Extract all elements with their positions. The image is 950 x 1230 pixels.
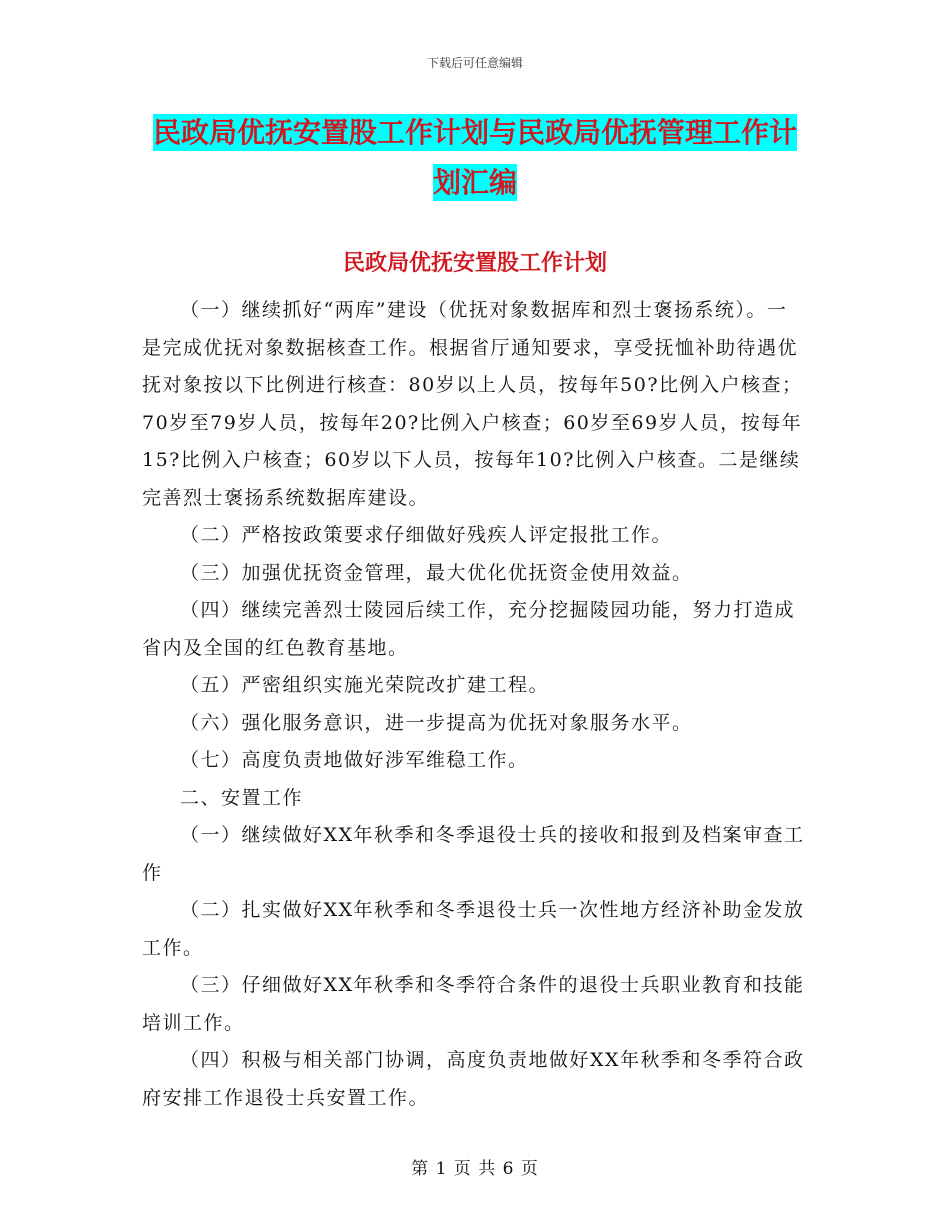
paragraph: （二）扎实做好XX年秋季和冬季退役士兵一次性地方经济补助金发放工作。 [142,899,805,959]
paragraph: （一）继续抓好“两库”建设（优抚对象数据库和烈士褒扬系统）。一是完成优抚对象数据核查工作。根据省厅通知要求，享受抚恤补助待遇优抚对象按以下比例进行核查：80岁以上人员，按每年50?比例入户核查；70岁至79岁人员，按每年20?比例入户核查；60岁至69岁人员，按每年15?比例入户核查；60岁以下人员，按每年10?比例入户核查。二是继续完善烈士褒扬系统数据库建设。 [142,299,803,509]
paragraph: （二）严格按政策要求仔细做好残疾人评定报批工作。 [180,524,673,546]
paragraph: （一）继续做好XX年秋季和冬季退役士兵的接收和报到及档案审查工作 [142,824,805,884]
paragraph-heading: 二、安置工作 [180,786,304,809]
page-footer: 第 1 页 共 6 页 [411,1159,539,1179]
paragraph: （三）仔细做好XX年秋季和冬季符合条件的退役士兵职业教育和技能培训工作。 [142,974,805,1034]
paragraph: （四）继续完善烈士陵园后续工作，充分挖掘陵园功能，努力打造成省内及全国的红色教育基地。 [142,599,796,659]
title-line-2: 划汇编 [432,166,517,199]
header-note: 下载后可任意编辑 [426,56,523,70]
paragraph: （五）严密组织实施光荣院改扩建工程。 [180,674,550,696]
paragraph: （三）加强优抚资金管理，最大优化优抚资金使用效益。 [180,561,693,584]
paragraph: （四）积极与相关部门协调，高度负责地做好XX年秋季和冬季符合政府安排工作退役士兵安置工作。 [142,1049,805,1109]
document-title [0,108,950,208]
paragraph: （七）高度负责地做好涉军维稳工作。 [180,749,529,771]
paragraph: （六）强化服务意识，进一步提高为优抚对象服务水平。 [180,711,693,734]
document-body [142,292,806,1117]
section-title: 民政局优抚安置股工作计划 [342,251,607,276]
title-line-1: 民政局优抚安置股工作计划与民政局优抚管理工作计 [152,116,797,149]
